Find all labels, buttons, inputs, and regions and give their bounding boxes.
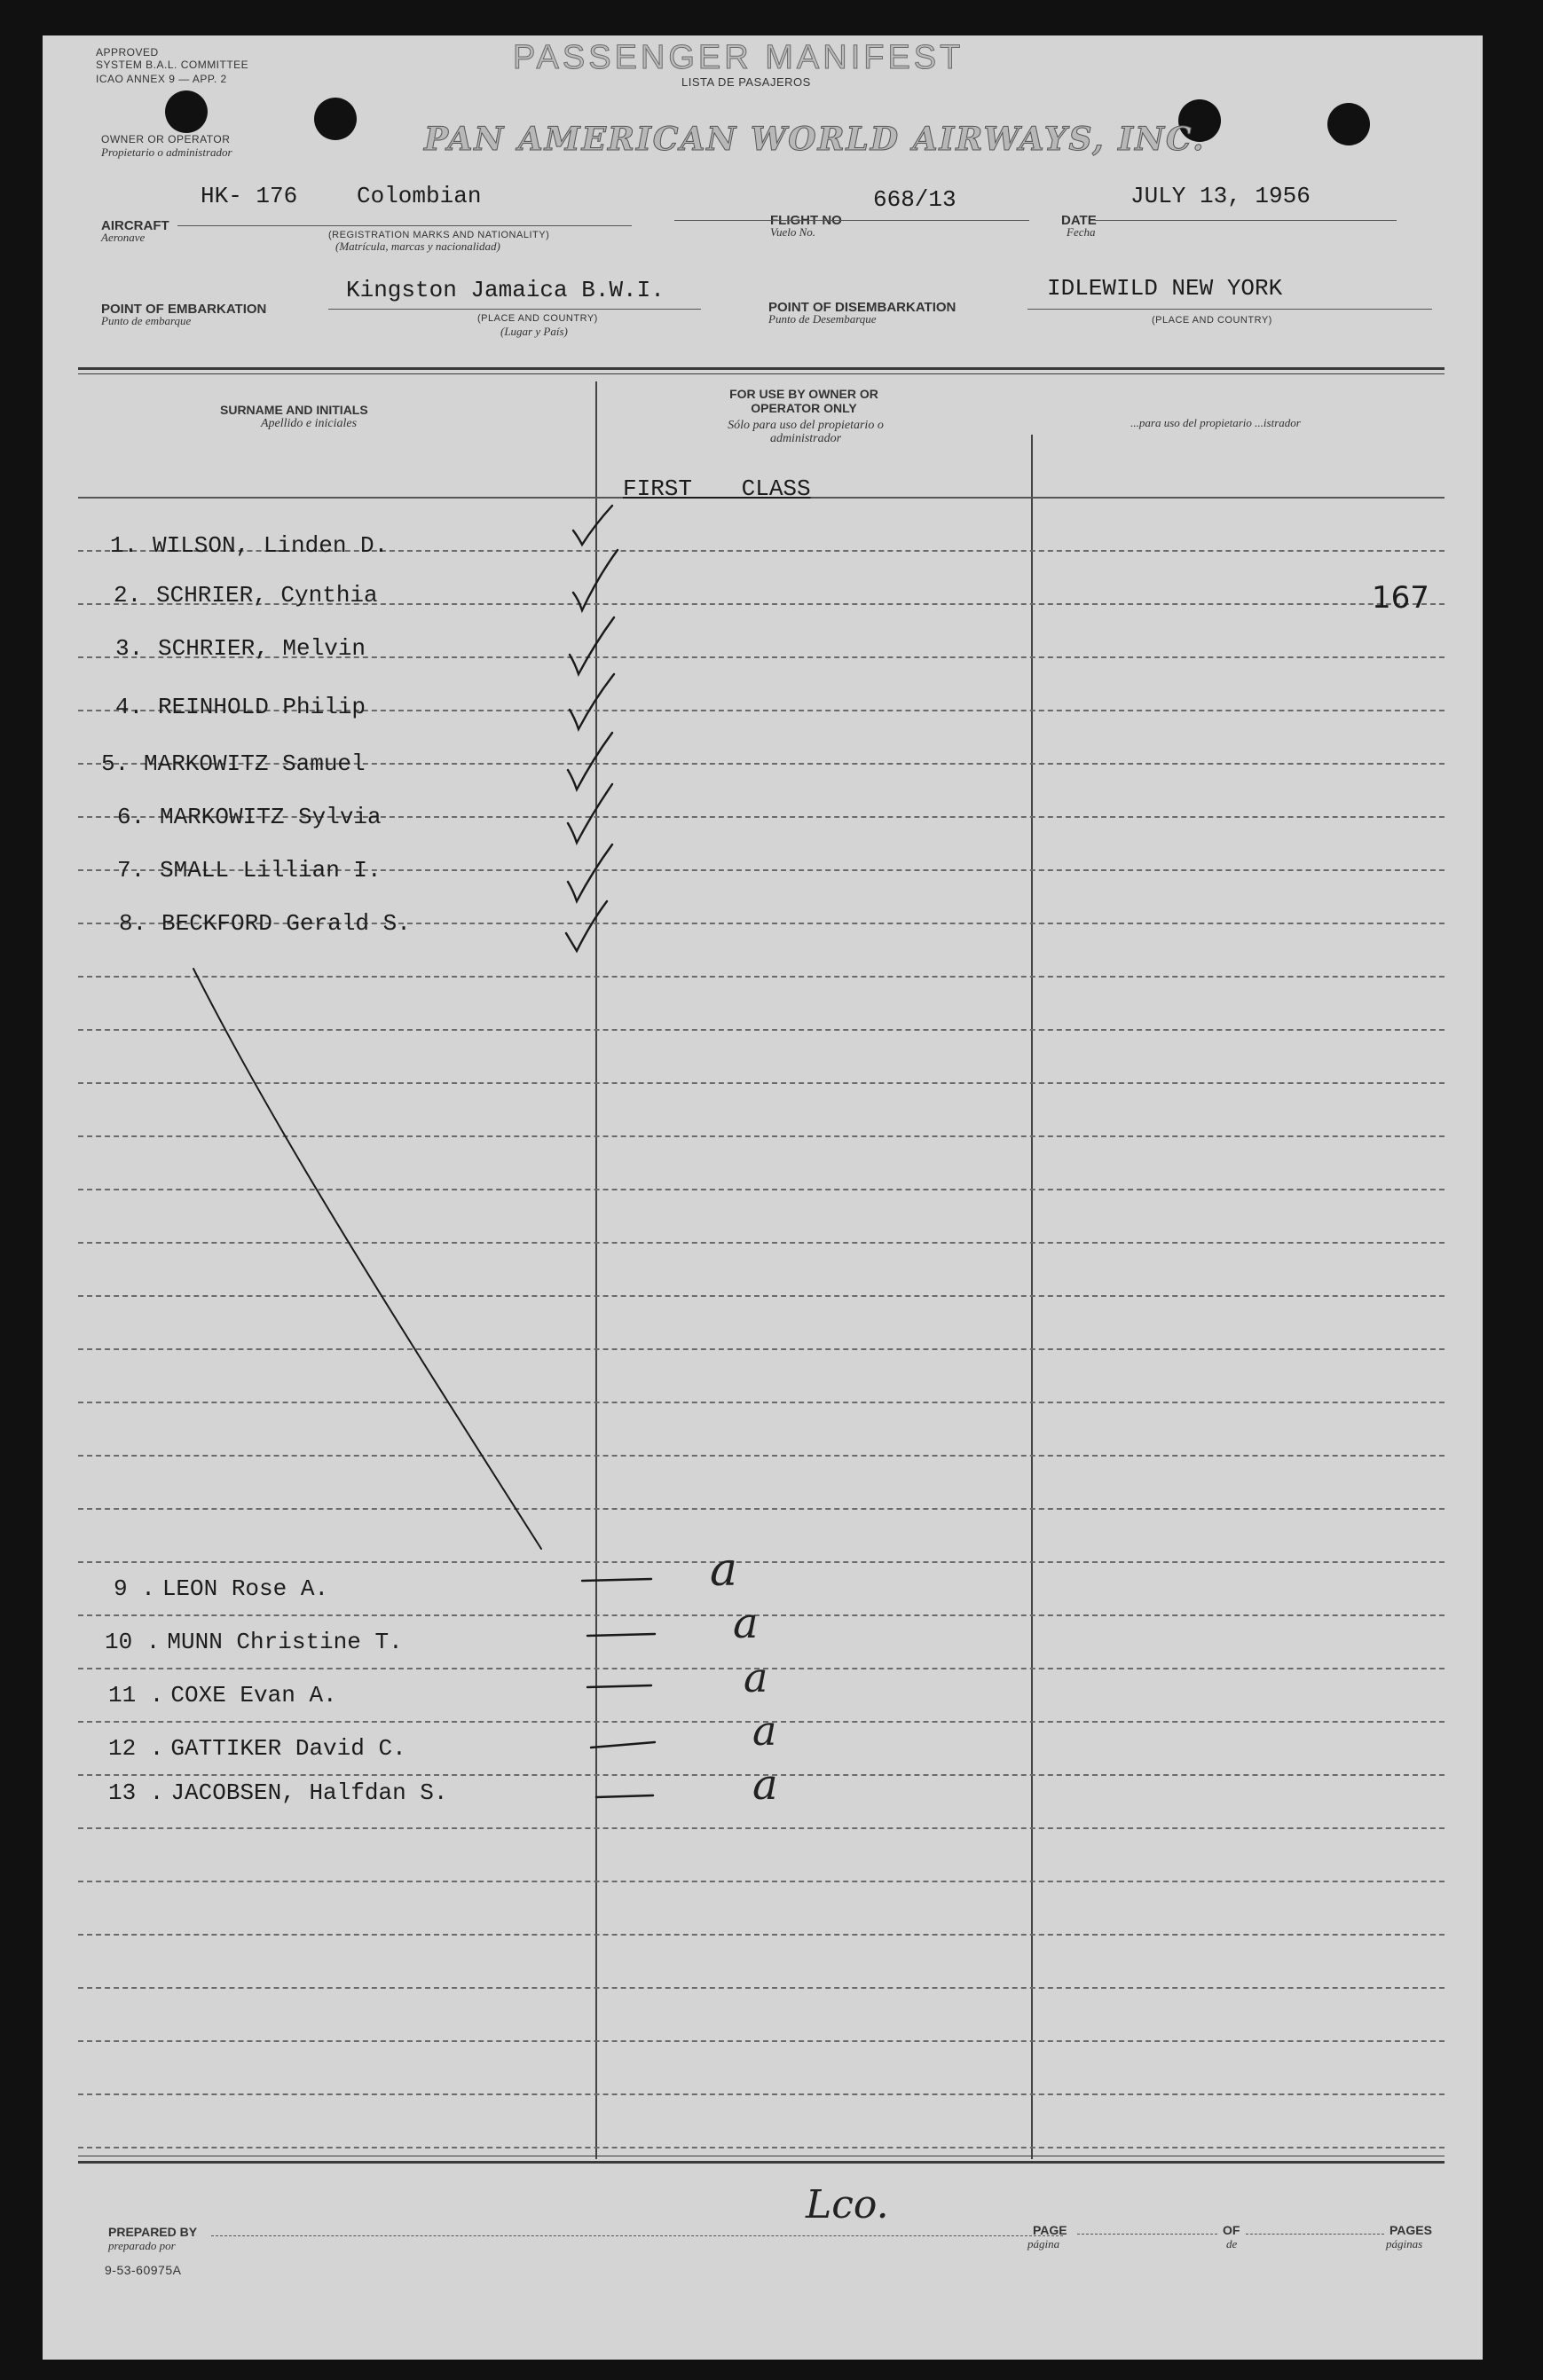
passenger-name: MARKOWITZ Samuel bbox=[144, 750, 366, 777]
approval-line: SYSTEM B.A.L. COMMITTEE bbox=[96, 59, 249, 71]
passenger-number: 8. bbox=[119, 910, 147, 937]
passenger-number: 12 . bbox=[108, 1735, 164, 1762]
checkmark-icon bbox=[573, 506, 612, 545]
embarkation-label: POINT OF EMBARKATION bbox=[101, 302, 267, 317]
checkmark-icon bbox=[568, 784, 612, 843]
owner-label-es: Propietario o administrador bbox=[101, 145, 232, 159]
place-caption: (PLACE AND COUNTRY) bbox=[477, 313, 598, 324]
handwriting-overlay bbox=[43, 35, 1483, 2360]
approval-line: APPROVED bbox=[96, 46, 159, 59]
page-subtitle: LISTA DE PASAJEROS bbox=[681, 75, 811, 89]
aircraft-registration: HK- 176 bbox=[201, 183, 298, 209]
flight-label-es: Vuelo No. bbox=[770, 225, 816, 239]
date-label: DATE bbox=[1061, 213, 1097, 228]
dash-mark bbox=[591, 1742, 655, 1748]
column-header-right: ...para uso del propietario ...istrador bbox=[1130, 416, 1301, 429]
passenger-number: 6. bbox=[117, 804, 146, 830]
checkmark-icon bbox=[570, 617, 614, 674]
passenger-name: MARKOWITZ Sylvia bbox=[160, 804, 382, 830]
passenger-number: 2. bbox=[114, 582, 142, 609]
handwritten-mark: a bbox=[744, 1653, 768, 1701]
operator-name: PAN AMERICAN WORLD AIRWAYS, INC. bbox=[424, 121, 1206, 158]
passenger-name: REINHOLD Philip bbox=[158, 694, 366, 720]
page-title: PASSENGER MANIFEST bbox=[513, 39, 964, 76]
prepared-label-es: preparado por bbox=[108, 2239, 176, 2252]
passenger-name: BECKFORD Gerald S. bbox=[161, 910, 411, 937]
column-header-owner-use-es: Sólo para uso del propietario o administrador bbox=[728, 419, 884, 445]
dash-mark bbox=[587, 1685, 651, 1687]
registration-caption-es: (Matrícula, marcas y nacionalidad) bbox=[335, 240, 500, 253]
annotation-number: 167 bbox=[1372, 580, 1429, 616]
passenger-number: 10 . bbox=[105, 1629, 161, 1655]
passenger-number: 11 . bbox=[108, 1682, 164, 1708]
handwritten-mark: a bbox=[752, 1760, 778, 1810]
checkmark-icon bbox=[568, 733, 612, 789]
checkmark-icon bbox=[566, 901, 607, 951]
place-caption-2: (PLACE AND COUNTRY) bbox=[1152, 315, 1272, 326]
checkmark-icon bbox=[573, 550, 618, 610]
passenger-name: SCHRIER, Melvin bbox=[158, 635, 366, 662]
prepared-label: PREPARED BY bbox=[108, 2225, 198, 2239]
of-label-es: de bbox=[1226, 2237, 1238, 2250]
handwritten-mark: a bbox=[733, 1598, 759, 1648]
checkmark-icon bbox=[568, 844, 612, 901]
flight-date: JULY 13, 1956 bbox=[1130, 183, 1311, 209]
flight-number: 668/13 bbox=[873, 186, 957, 213]
passenger-name: SCHRIER, Cynthia bbox=[156, 582, 378, 609]
manifest-page bbox=[43, 35, 1483, 2360]
column-header-owner-use: FOR USE BY OWNER OR OPERATOR ONLY bbox=[729, 387, 878, 415]
cancel-stroke bbox=[193, 969, 541, 1549]
place-caption-es: (Lugar y País) bbox=[500, 325, 568, 338]
checkmark-icon bbox=[570, 674, 614, 729]
pages-label: PAGES bbox=[1389, 2223, 1432, 2237]
registration-caption: (REGISTRATION MARKS AND NATIONALITY) bbox=[328, 230, 550, 240]
passenger-number: 3. bbox=[115, 635, 144, 662]
passenger-name: LEON Rose A. bbox=[161, 1575, 329, 1602]
signature: Lco. bbox=[806, 2182, 889, 2227]
aircraft-label-es: Aeronave bbox=[101, 231, 146, 244]
page-label: PAGE bbox=[1033, 2223, 1067, 2237]
passenger-number: 5. bbox=[101, 750, 130, 777]
passenger-number: 4. bbox=[115, 694, 144, 720]
passenger-name: WILSON, Linden D. bbox=[153, 532, 389, 559]
aircraft-nationality: Colombian bbox=[357, 183, 482, 209]
passenger-name: GATTIKER David C. bbox=[170, 1735, 406, 1762]
passenger-name: COXE Evan A. bbox=[170, 1682, 337, 1708]
passenger-name: SMALL Lillian I. bbox=[160, 857, 382, 884]
passenger-number: 1. bbox=[110, 532, 138, 559]
dash-mark bbox=[596, 1795, 653, 1797]
embarkation-label-es: Punto de embarque bbox=[101, 314, 192, 327]
owner-label: OWNER OR OPERATOR bbox=[101, 133, 231, 145]
handwritten-mark: a bbox=[710, 1543, 738, 1597]
flight-label: FLIGHT NO bbox=[770, 213, 842, 228]
passenger-name: JACOBSEN, Halfdan S. bbox=[170, 1779, 448, 1806]
page-label-es: página bbox=[1027, 2237, 1060, 2250]
disembarkation-label-es: Punto de Desembarque bbox=[768, 312, 877, 326]
dash-mark bbox=[582, 1579, 651, 1581]
date-label-es: Fecha bbox=[1067, 225, 1096, 239]
class-label: FIRST CLASS bbox=[623, 475, 811, 502]
passenger-number: 7. bbox=[117, 857, 146, 884]
disembarkation-label: POINT OF DISEMBARKATION bbox=[768, 300, 957, 315]
column-header-surname-es: Apellido e iniciales bbox=[261, 417, 358, 430]
approval-line: ICAO ANNEX 9 — APP. 2 bbox=[96, 73, 227, 85]
embarkation-value: Kingston Jamaica B.W.I. bbox=[346, 277, 665, 303]
pages-label-es: páginas bbox=[1386, 2237, 1423, 2250]
disembarkation-value: IDLEWILD NEW YORK bbox=[1047, 275, 1283, 302]
passenger-number: 13 . bbox=[108, 1779, 164, 1806]
of-label: OF bbox=[1223, 2223, 1240, 2237]
handwritten-mark: a bbox=[752, 1707, 777, 1755]
passenger-number: 9 . bbox=[114, 1575, 155, 1602]
form-number: 9-53-60975A bbox=[105, 2263, 182, 2277]
dash-mark bbox=[587, 1634, 655, 1636]
passenger-name: MUNN Christine T. bbox=[167, 1629, 403, 1655]
column-header-surname: SURNAME AND INITIALS bbox=[220, 403, 368, 417]
aircraft-label: AIRCRAFT bbox=[101, 218, 169, 233]
